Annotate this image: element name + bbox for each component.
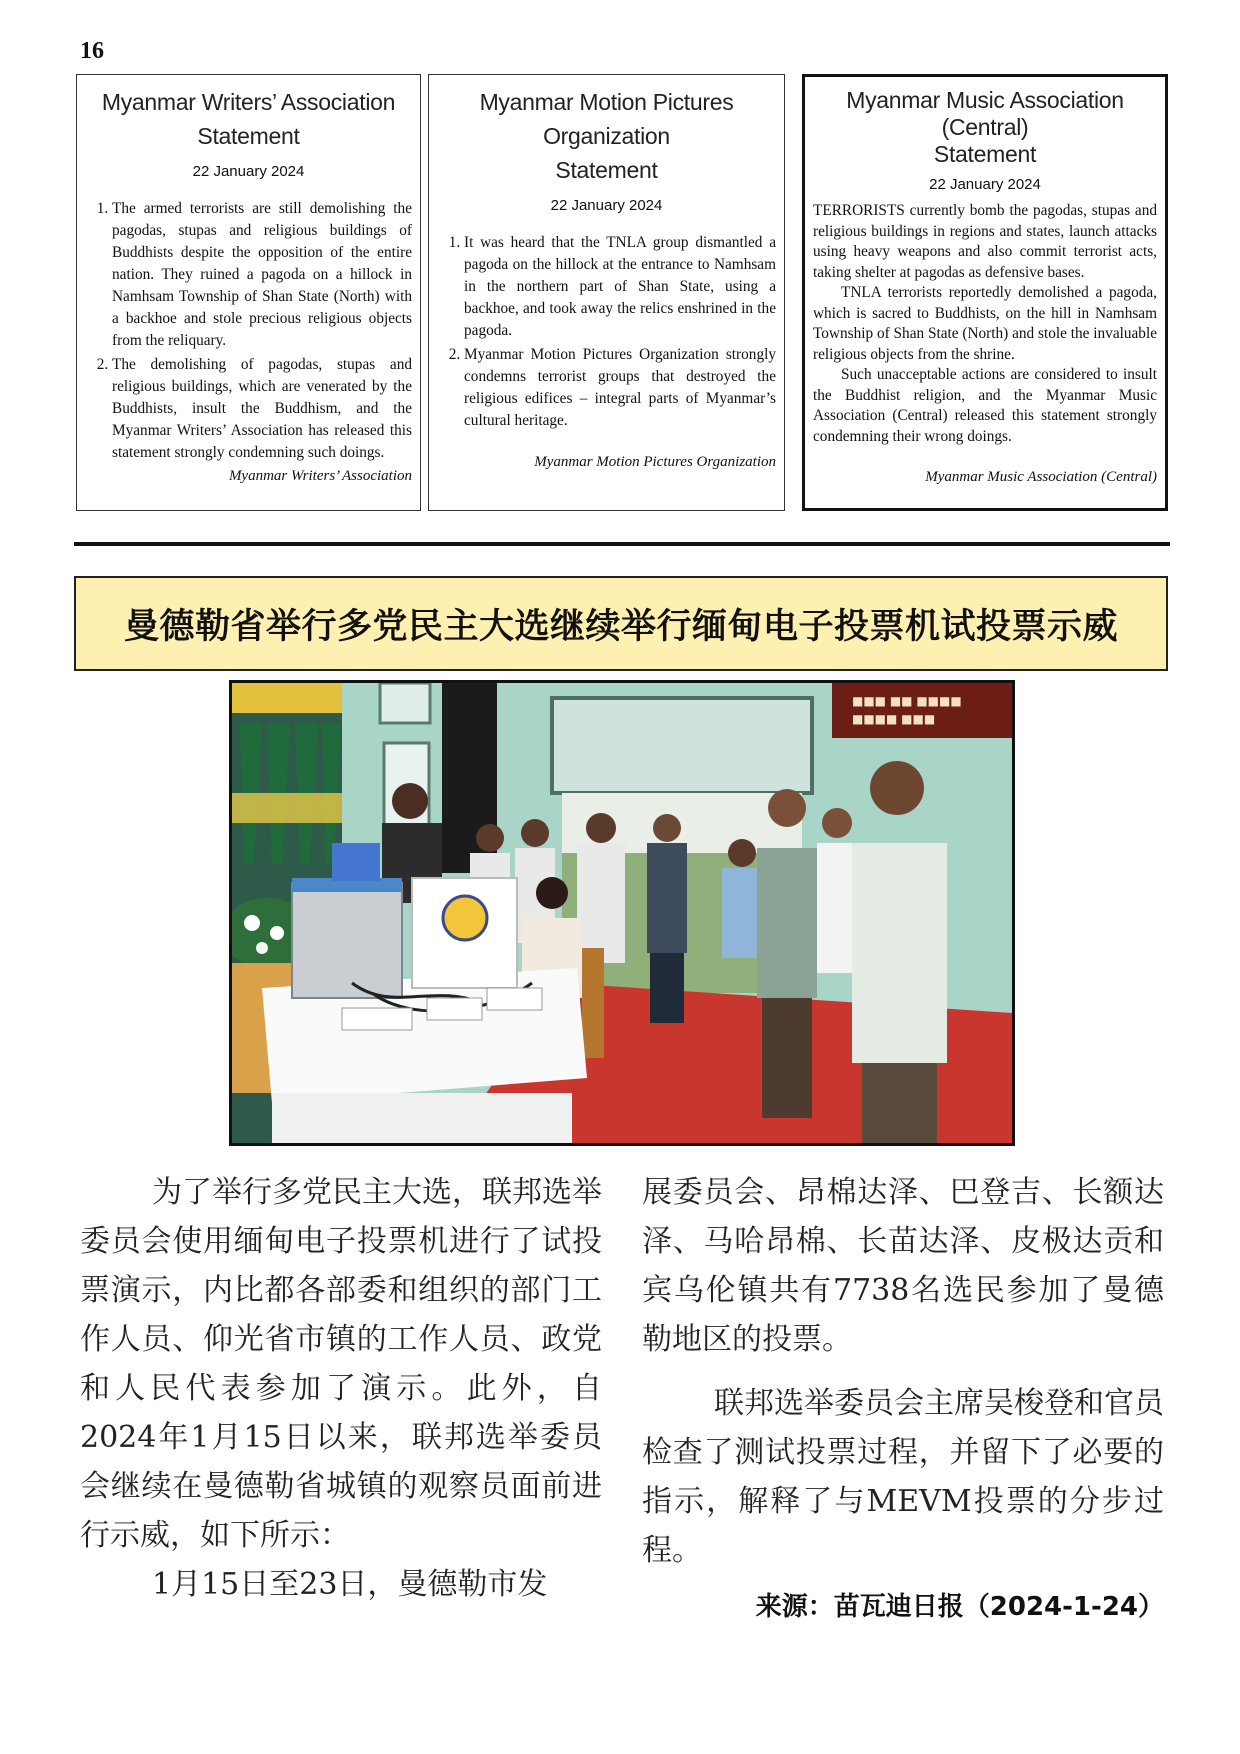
statement-list	[437, 232, 776, 432]
statement-item: 1. It was heard that the TNLA group dismantled a pagoda on the hillock at the entrance to Namhsam in the northern part of Shan State, using a backhoe, and took away the relics enshrined in the pagoda.	[464, 232, 776, 342]
statement-paragraph: TNLA terrorists reportedly demolished a pagoda, which is sacred to Buddhists, on the hill in Namhsam Township of Shan State (North) and stole the invaluable religious objects from the shrine.	[813, 284, 1157, 363]
article-source: 来源：苗瓦迪日报（2024-1-24）	[755, 1592, 1164, 1622]
statement-item: 2. The demolishing of pagodas, stupas and religious buildings, which are venerated by the Buddhists, insult the Buddhism, and the Myanmar Writers’ Association has released this statement strongly condemning such doings.	[112, 354, 412, 464]
svg-text:■■■ ■■ ■■■■: ■■■ ■■ ■■■■	[852, 694, 962, 708]
statement-motion-pictures-organization	[428, 74, 785, 511]
statement-date: 22 January 2024	[929, 176, 1041, 193]
statement-paragraph: Such unacceptable actions are considered to insult the Buddhist religion, and the Myanmar Music Association (Central) released this statement strongly condemning their wrong doings.	[813, 366, 1157, 445]
statement-list	[85, 198, 412, 464]
svg-text:■■■■ ■■■: ■■■■ ■■■	[852, 712, 936, 726]
statement-title: Myanmar Writers’ Association Statement	[101, 89, 396, 149]
statement-signature: Myanmar Music Association (Central)	[925, 469, 1157, 485]
article-column-right	[642, 1168, 1164, 1575]
statement-signature: Myanmar Motion Pictures Organization	[534, 454, 776, 470]
statement-writers-association	[76, 74, 421, 511]
article-paragraph: 1月15日至23日，曼德勒市发	[152, 1567, 548, 1602]
statement-title: Myanmar Motion Pictures Organization Statement	[479, 89, 734, 183]
statement-paragraph: TERRORISTS currently bomb the pagodas, stupas and religious buildings in regions and states, launch attacks using heavy weapons and also commit terrorist acts, taking shelter at pagodas as defensive bases.	[813, 202, 1157, 281]
article-paragraph: 为了举行多党民主大选，联邦选举委员会使用缅甸电子投票机进行了试投票演示，内比都各部委和组织的部门工作人员、仰光省市镇的工作人员、政党和人民代表参加了演示。此外，自2024年1月15日以来，联邦选举委员会继续在曼德勒省城镇的观察员面前进行示威，如下所示：	[80, 1175, 602, 1553]
statement-title: Myanmar Music Association (Central) Statement	[846, 87, 1124, 167]
article-column-left	[80, 1168, 602, 1609]
article-paragraph: 联邦选举委员会主席吴梭登和官员检查了测试投票过程，并留下了必要的指示，解释了与MEVM投票的分步过程。	[642, 1386, 1164, 1568]
page-number: 16	[80, 38, 104, 64]
statement-signature: Myanmar Writers’ Association	[228, 468, 412, 484]
article-headline: 曼德勒省举行多党民主大选继续举行缅甸电子投票机试投票示威	[74, 576, 1168, 671]
statement-date: 22 January 2024	[192, 163, 305, 180]
statement-date: 22 January 2024	[550, 197, 663, 214]
article-paragraph: 展委员会、昂棉达泽、巴登吉、长额达泽、马哈昂棉、长苗达泽、皮极达贡和宾乌伦镇共有7738名选民参加了曼德勒地区的投票。	[642, 1175, 1164, 1357]
statement-music-association	[802, 74, 1168, 511]
statement-item: 1. The armed terrorists are still demolishing the pagodas, stupas and religious buildings of Buddhists despite the opposition of the entire nation. They ruined a pagoda on a hillock in Namhsam Township of Shan State (North) with a backhoe and stole precious religious objects from the reliquary.	[112, 198, 412, 352]
voting-demonstration-photo	[232, 683, 1012, 1143]
section-divider	[74, 542, 1170, 546]
statement-item: 2. Myanmar Motion Pictures Organization strongly condemns terrorist groups that destroyed the religious edifices – integral parts of Myanmar’s cultural heritage.	[464, 344, 776, 432]
article-photo	[229, 680, 1015, 1146]
